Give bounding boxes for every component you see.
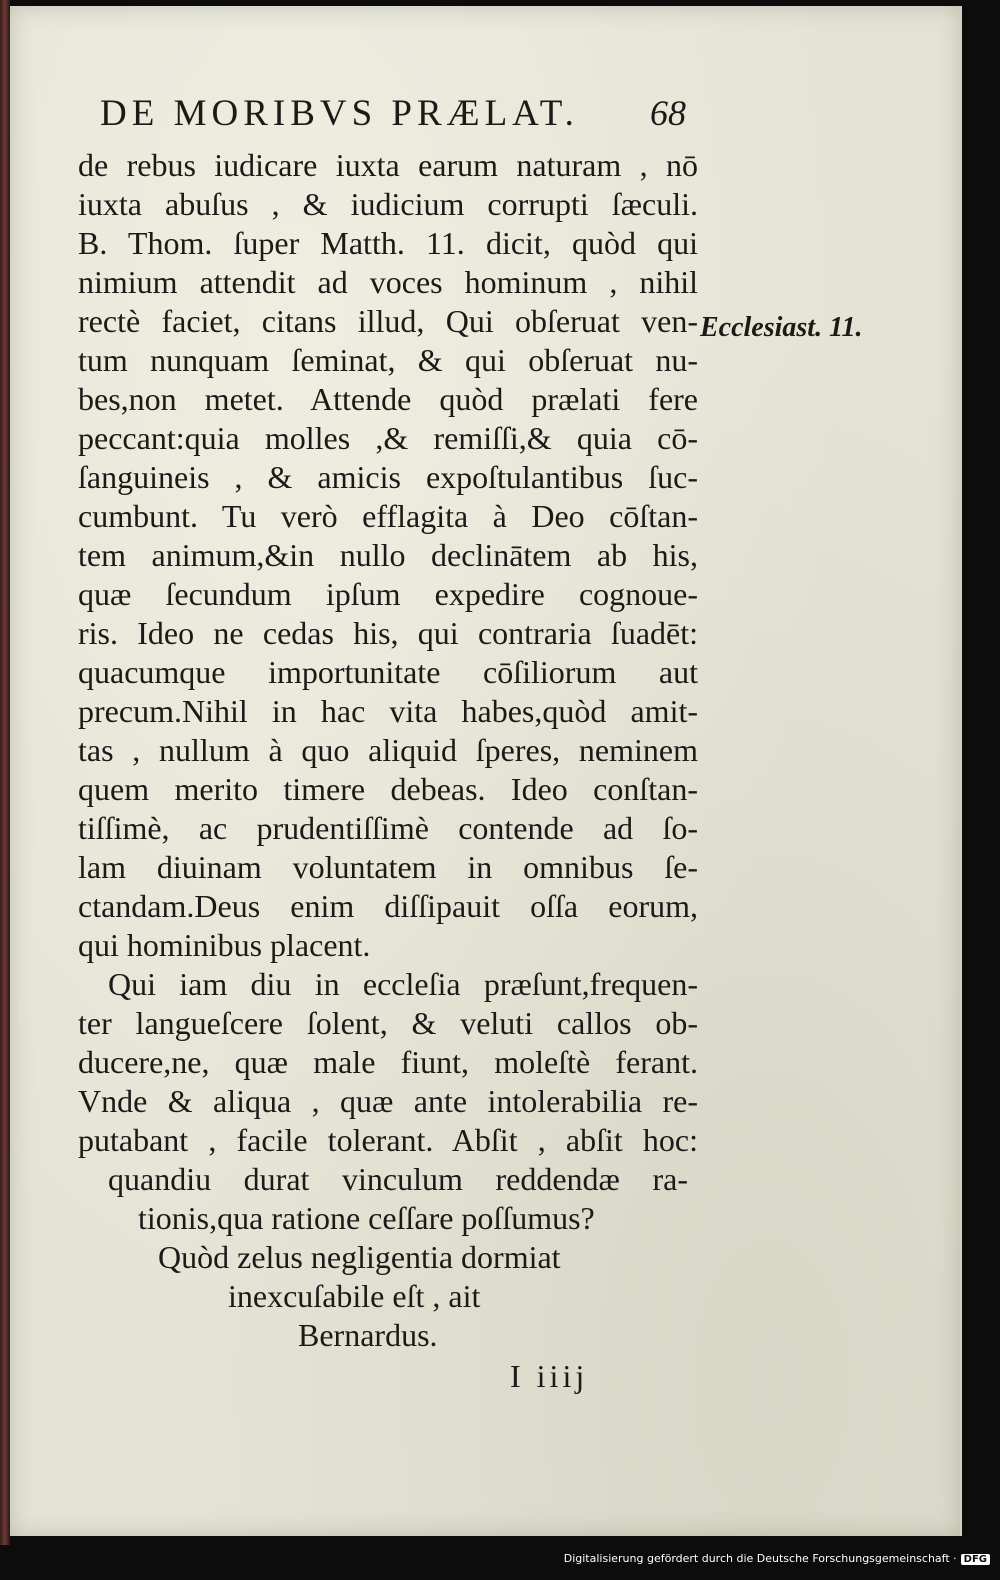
text-line: ctandam.Deus enim diſſipauit oſſa eorum, [78,888,698,924]
text-line: ter langueſcere ſolent, & veluti callos ob- [78,1005,698,1041]
text-line: ris. Ideo ne cedas his, qui contraria ſuadēt: [78,615,698,651]
text-line: qui hominibus placent. [78,927,371,963]
signature-mark: I iiij [510,1358,589,1394]
text-line: cumbunt. Tu verò efflagita à Deo cōſtan- [78,498,698,534]
text-line: tem animum,&in nullo declinātem ab his, [78,537,698,573]
digitization-credit [564,1552,990,1565]
text-line: Vnde & aliqua , quæ ante intolerabilia re- [78,1083,698,1119]
dfg-logo: DFG [961,1554,990,1565]
page-edge [960,6,962,1536]
binding-edge [0,0,10,1545]
text-line: quæ ſecundum ipſum expedire cognoue- [78,576,698,612]
text-line: quem merito timere debeas. Ideo conſtan- [78,771,698,807]
text-line: quacumque importunitate cōſiliorum aut [78,654,698,690]
text-line: tum nunquam ſeminat, & qui obſeruat nu- [78,342,698,378]
text-line: ducere,ne, quæ male fiunt, moleſtè ferant. [78,1044,698,1080]
text-line: quandiu durat vinculum reddendæ ra- [108,1161,688,1197]
text-line: Quòd zelus negligentia dormiat [158,1239,561,1275]
book-page [10,6,960,1536]
text-line: bes,non metet. Attende quòd prælati fere [78,381,698,417]
text-line: peccant:quia molles ,& remiſſi,& quia cō- [78,420,698,456]
text-line: tionis,qua ratione ceſſare poſſumus? [138,1200,595,1236]
credit-text: Digitalisierung gefördert durch die Deutsche Forschungsgemeinschaft · [563,1552,957,1565]
text-line: ſanguineis , & amicis expoſtulantibus ſuc- [78,459,698,495]
text-line: Bernardus. [298,1317,438,1353]
text-line: de rebus iudicare iuxta earum naturam , nō [78,147,698,183]
body-text [78,146,698,1355]
paragraph-start-line: Qui iam diu in eccleſia præſunt,frequen- [108,966,698,1002]
text-line: inexcuſabile eſt , ait [228,1278,481,1314]
text-line: putabant , facile tolerant. Abſit , abſit hoc: [78,1122,698,1158]
text-line: tas , nullum à quo aliquid ſperes, neminem [78,732,698,768]
text-line: lam diuinam voluntatem in omnibus ſe- [78,849,698,885]
marginal-note: Ecclesiast. 11. [700,312,863,343]
text-line: tiſſimè, ac prudentiſſimè contende ad ſo- [78,810,698,846]
page-number: 68 [650,93,686,133]
running-head: DE MORIBVS PRÆLAT. [100,93,579,134]
text-line: rectè faciet, citans illud, Qui obſeruat ven- [78,303,698,339]
text-line: iuxta abuſus , & iudicium corrupti ſæculi. [78,186,698,222]
text-line: nimium attendit ad voces hominum , nihil [78,264,698,300]
text-line: precum.Nihil in hac vita habes,quòd amit- [78,693,698,729]
text-line: B. Thom. ſuper Matth. 11. dicit, quòd qui [78,225,698,261]
